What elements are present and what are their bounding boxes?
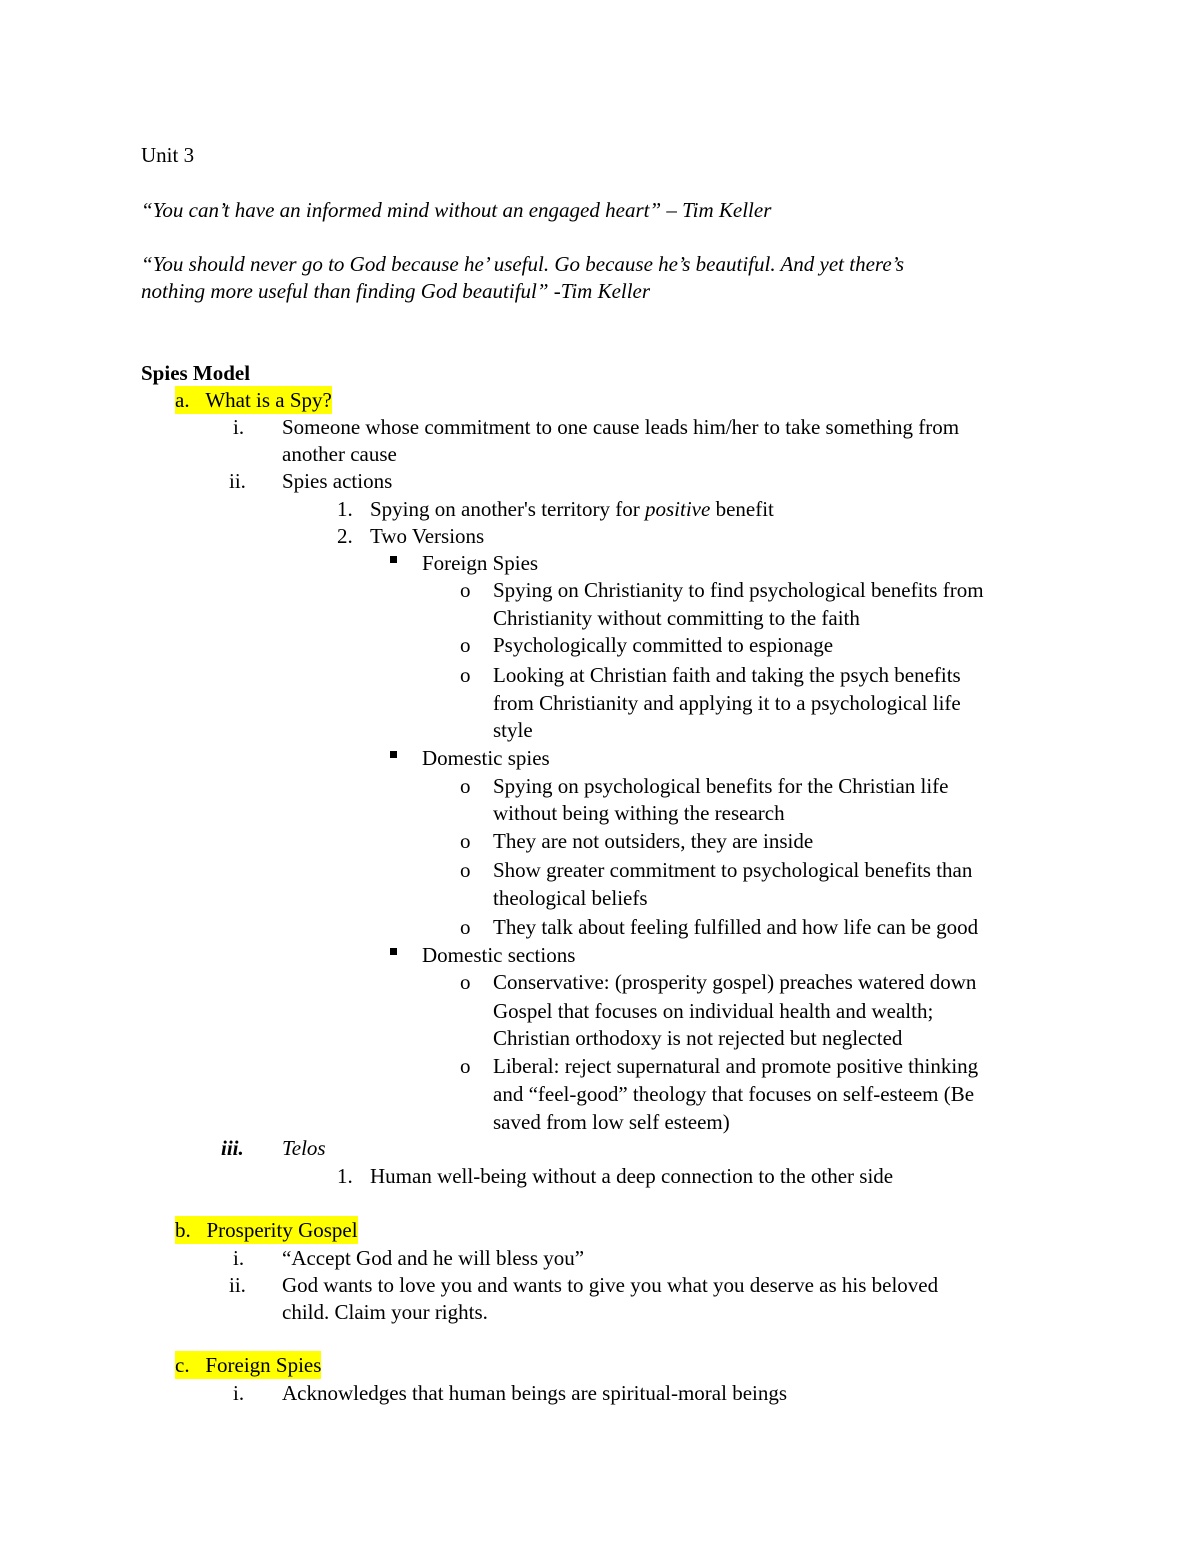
- square-bullet-icon: [390, 948, 397, 955]
- item-a-i-line-1: Someone whose commitment to one cause leads him/her to take something from: [282, 415, 960, 439]
- bullet-o: o: [460, 1054, 471, 1078]
- item-a-iii-1: Human well-being without a deep connection to the other side: [370, 1164, 894, 1188]
- item-a-ii-marker: ii.: [229, 469, 246, 493]
- item-b-i: “Accept God and he will bless you”: [282, 1246, 585, 1270]
- domestic-item-3-line-1: Show greater commitment to psychological benefits than: [493, 858, 973, 882]
- item-a-ii-1-post: benefit: [710, 497, 774, 521]
- bullet-o: o: [460, 663, 471, 687]
- item-a-label: What is a Spy?: [205, 388, 332, 412]
- foreign-item-2: Psychologically committed to espionage: [493, 633, 834, 657]
- bullet-o: o: [460, 915, 471, 939]
- item-c-i: Acknowledges that human beings are spiritual-moral beings: [282, 1381, 788, 1405]
- item-a-iii-1-marker: 1.: [337, 1164, 353, 1188]
- foreign-item-1-line-2: Christianity without committing to the faith: [493, 606, 860, 630]
- sections-item-2-line-1: Liberal: reject supernatural and promote positive thinking: [493, 1054, 979, 1078]
- foreign-item-3-line-1: Looking at Christian faith and taking the psych benefits: [493, 663, 961, 687]
- bullet-o: o: [460, 858, 471, 882]
- foreign-item-3-line-3: style: [493, 718, 533, 742]
- item-a: [175, 386, 332, 414]
- item-c-i-marker: i.: [233, 1381, 245, 1405]
- domestic-item-1-line-1: Spying on psychological benefits for the Christian life: [493, 774, 949, 798]
- item-a-iii-marker: iii.: [221, 1136, 244, 1160]
- foreign-spies-label: Foreign Spies: [422, 551, 539, 575]
- item-b-marker: b.: [175, 1218, 191, 1242]
- item-a-ii-1-em: positive: [644, 497, 711, 521]
- domestic-spies-label: Domestic spies: [422, 746, 550, 770]
- item-b-ii-line-1: God wants to love you and wants to give you what you deserve as his beloved: [282, 1273, 939, 1297]
- domestic-item-3-line-2: theological beliefs: [493, 886, 648, 910]
- square-bullet-icon: [390, 556, 397, 563]
- page-title: Unit 3: [141, 143, 195, 167]
- bullet-o: o: [460, 578, 471, 602]
- item-a-ii-label: Spies actions: [282, 469, 393, 493]
- bullet-o: o: [460, 970, 471, 994]
- item-a-iii-label: Telos: [282, 1136, 326, 1160]
- quote-1: “You can’t have an informed mind without an engaged heart” – Tim Keller: [141, 198, 772, 222]
- item-b-i-marker: i.: [233, 1246, 245, 1270]
- domestic-item-2: They are not outsiders, they are inside: [493, 829, 814, 853]
- foreign-item-1-line-1: Spying on Christianity to find psychological benefits from: [493, 578, 984, 602]
- item-c: [175, 1351, 321, 1379]
- sections-item-2-line-3: saved from low self esteem): [493, 1110, 730, 1134]
- section-heading: Spies Model: [141, 361, 251, 385]
- sections-item-2-line-2: and “feel-good” theology that focuses on self-esteem (Be: [493, 1082, 975, 1106]
- bullet-o: o: [460, 774, 471, 798]
- item-a-i-marker: i.: [233, 415, 245, 439]
- quote-2-line-1: “You should never go to God because he’ useful. Go because he’s beautiful. And yet there’s: [141, 252, 905, 276]
- sections-item-1-line-3: Christian orthodoxy is not rejected but neglected: [493, 1026, 903, 1050]
- item-b: [175, 1216, 358, 1244]
- item-a-marker: a.: [175, 388, 190, 412]
- quote-2-line-2: nothing more useful than finding God beautiful” -Tim Keller: [141, 279, 651, 303]
- item-a-ii-2-marker: 2.: [337, 524, 353, 548]
- item-c-marker: c.: [175, 1353, 190, 1377]
- item-b-label: Prosperity Gospel: [206, 1218, 358, 1242]
- domestic-sections-label: Domestic sections: [422, 943, 576, 967]
- bullet-o: o: [460, 633, 471, 657]
- item-a-ii-1-marker: 1.: [337, 497, 353, 521]
- square-bullet-icon: [390, 751, 397, 758]
- item-a-ii-1-pre: Spying on another's territory for: [370, 497, 645, 521]
- item-c-label: Foreign Spies: [205, 1353, 322, 1377]
- item-a-i-line-2: another cause: [282, 442, 397, 466]
- item-a-ii-1: [370, 495, 774, 523]
- item-b-ii-line-2: child. Claim your rights.: [282, 1300, 488, 1324]
- sections-item-1-line-1: Conservative: (prosperity gospel) preaches watered down: [493, 970, 977, 994]
- bullet-o: o: [460, 829, 471, 853]
- item-b-ii-marker: ii.: [229, 1273, 246, 1297]
- domestic-item-4: They talk about feeling fulfilled and how life can be good: [493, 915, 979, 939]
- sections-item-1-line-2: Gospel that focuses on individual health and wealth;: [493, 999, 934, 1023]
- domestic-item-1-line-2: without being withing the research: [493, 801, 785, 825]
- item-a-ii-2: Two Versions: [370, 524, 485, 548]
- foreign-item-3-line-2: from Christianity and applying it to a psychological life: [493, 691, 961, 715]
